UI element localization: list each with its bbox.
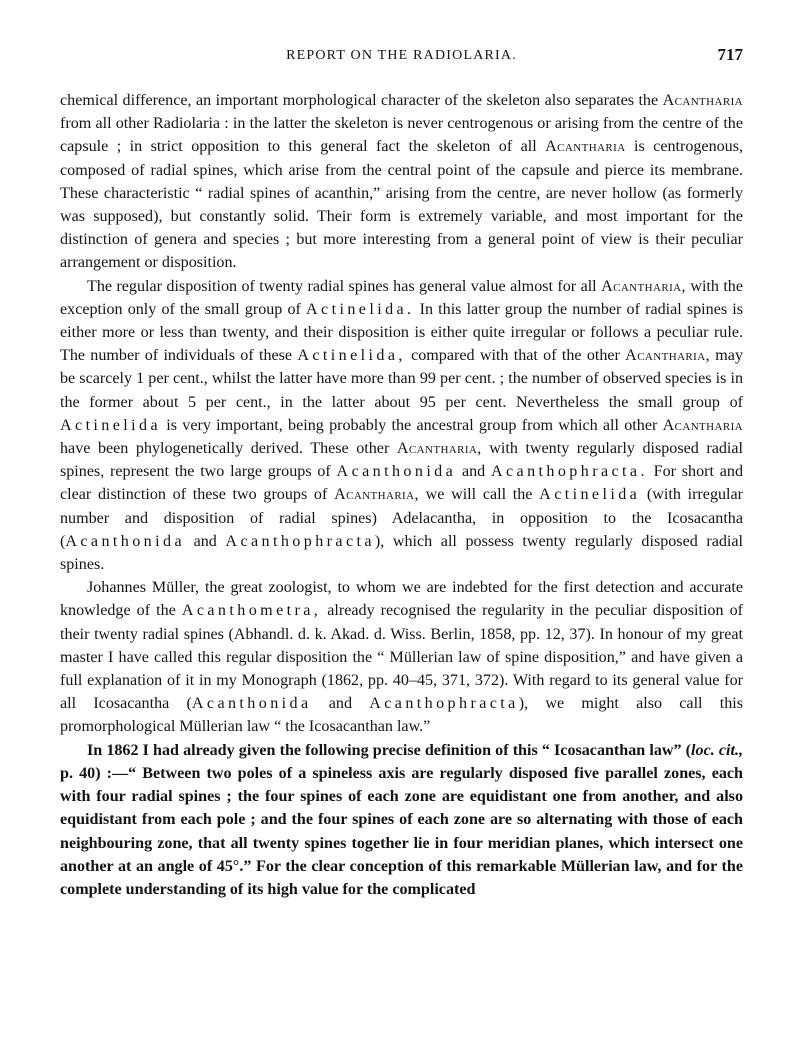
spaced-term: Acanthophracta.	[490, 463, 648, 481]
page-header	[60, 45, 743, 72]
text-run: ), which all possess twenty regularly disposed radial spines.	[60, 532, 743, 574]
small-caps-term: Acantharia,	[601, 277, 686, 295]
text-run: Johannes Müller, the great zoologist, to whom we are indebted for the first detection and accurate knowledge of the	[60, 579, 743, 620]
paragraph	[60, 89, 743, 275]
text-run: compared with that of the other	[405, 347, 626, 365]
text-run: from all other Radiolaria : in the latter the skeleton is never centrogenous or arising from the centre of the capsule ; in strict opposition to this general fact the skeleton of all	[60, 115, 743, 156]
small-caps-term: Acantharia,	[334, 486, 419, 504]
paragraph	[60, 275, 743, 577]
text-run: For short and clear distinction of these two groups of	[60, 463, 743, 504]
italic-text: loc. cit.,	[691, 741, 743, 759]
text-run: may be scarcely 1 per cent., whilst the latter have more than 99 per cent. ; the number of observed species is in the former about 5 per cent., in the latter about 95 per cent. Nevertheless the small group of	[60, 347, 743, 411]
small-caps-term: Acantharia,	[625, 347, 710, 365]
text-run: p. 40) :—“ Between two poles of a spineless axis are regularly disposed five parallel zones, each with four radial spines ; the four spines of each zone are equidistant one from another, and also equidistant from each pole ; and the four spines of each zone are so alternating with those of each neighbouring zone, that all twenty spines together lie in four meridian planes, which intersect one another at an angle of 45°.” For the clear conception of this remarkable Müllerian law, and for the complete understanding of its high value for the complicated	[60, 764, 743, 898]
text-run: ), we might also call this promorphological Müllerian law “ the Icosacanthan law.”	[60, 695, 743, 736]
text-run: with twenty regularly disposed radial spines, represent the two large groups of	[60, 440, 743, 481]
spaced-term: Acanthonida	[336, 463, 457, 481]
spaced-term: Actinelida,	[297, 347, 406, 365]
body-text	[60, 89, 743, 901]
spaced-term: Actinelida	[60, 416, 162, 434]
text-run: we will call the	[418, 486, 540, 504]
text-run: already recognised the regularity in the peculiar disposition of their twenty radial spines (Abhandl. d. k. Akad. d. Wiss. Berlin, 1858, pp. 12, 37). In honour of my great master I have called this regular disposition the “ Müllerian law of spine disposition,” and have given a full explanation of it in my Monograph (1862, pp. 40–45, 371, 372). With regard to its general value for all Icosacantha (	[60, 602, 743, 713]
spaced-term: Acanthonida	[191, 695, 312, 713]
small-caps-term: Acantharia	[662, 92, 743, 109]
paragraph	[60, 739, 743, 901]
text-run: In this latter group the number of radial spines is either more or less than twenty, and their disposition is either quite irregular or follows a peculiar rule. The number of individuals of these	[60, 300, 743, 365]
text-run: (with irregular number and disposition of radial spines) Adelacantha, in opposition to the Icosacantha (	[60, 486, 744, 550]
text-run: In 1862 I had already given the following precise definition of this “ Icosacanthan law” (	[87, 741, 692, 759]
text-run: is centrogenous, composed of radial spines, which arise from the central point of the capsule and pierce its membrane. These characteristic “ radial spines of acanthin,” arising from the centre, are never hollow (as formerly was supposed), but constantly solid. Their form is extremely variable, and most important for the distinction of genera and species ; but more interesting from a general point of view is their peculiar arrangement or disposition.	[60, 138, 744, 272]
spaced-term: Actinelida.	[306, 300, 415, 318]
small-caps-term: Acantharia	[545, 138, 626, 156]
small-caps-term: Acantharia,	[396, 440, 482, 458]
page-number: 717	[717, 45, 743, 64]
text-run: with the exception only of the small group of	[60, 277, 743, 318]
spaced-term: Acanthophracta	[369, 695, 519, 713]
spaced-term: Acanthometra,	[181, 602, 322, 620]
text-run: is very important, being probably the ancestral group from which all other	[161, 416, 663, 434]
spaced-term: Acanthophracta	[225, 532, 375, 550]
paragraph	[60, 576, 743, 738]
text-run: chemical difference, an important morphological character of the skeleton also separates the	[60, 92, 663, 109]
spaced-term: Actinelida	[539, 486, 641, 504]
text-run: and	[311, 695, 370, 713]
text-run: have been phylogenetically derived. These other	[60, 440, 397, 458]
spaced-term: Acanthonida	[65, 532, 185, 550]
text-run: and	[456, 463, 491, 481]
running-head: REPORT ON THE RADIOLARIA.	[286, 48, 517, 63]
small-caps-term: Acantharia	[662, 416, 743, 434]
text-run: The regular disposition of twenty radial spines has general value almost for all	[87, 277, 602, 295]
text-run: and	[185, 532, 226, 550]
